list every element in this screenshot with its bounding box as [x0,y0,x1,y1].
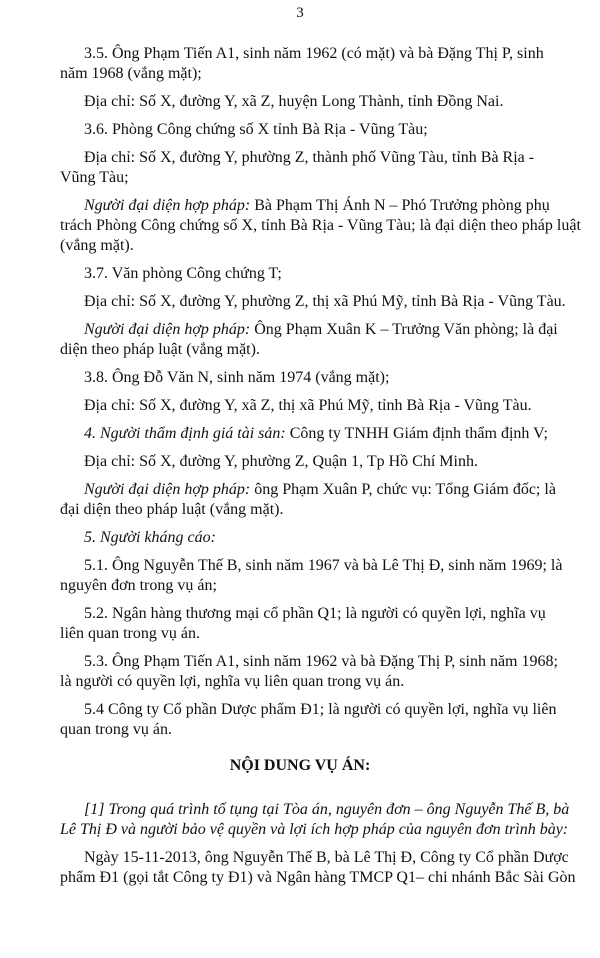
text-line: diện theo pháp luật (vắng mặt). [60,341,260,358]
text-line: Địa chỉ: Số X, đường Y, phường Z, Quận 1, Tp Hồ Chí Minh. [84,453,478,470]
text-line: Địa chỉ: Số X, đường Y, xã Z, huyện Long Thành, tỉnh Đồng Nai. [84,93,504,110]
text-line: Địa chỉ: Số X, đường Y, xã Z, thị xã Phú Mỹ, tỉnh Bà Rịa - Vũng Tàu. [84,397,532,414]
text-line: Địa chỉ: Số X, đường Y, phường Z, thành phố Vũng Tàu, tỉnh Bà Rịa - [84,149,535,166]
text-line: 5.2. Ngân hàng thương mại cổ phần Q1; là người có quyền lợi, nghĩa vụ [84,605,546,622]
text-line: Vũng Tàu; [60,169,129,186]
text-line: nguyên đơn trong vụ án; [60,577,217,594]
text-line: Lê Thị Đ và người bảo vệ quyền và lợi ích hợp pháp của nguyên đơn trình bày: [60,821,569,838]
italic-lead: Người đại diện hợp pháp: [84,321,251,338]
text-line: 5.4 Công ty Cổ phần Dược phẩm Đ1; là người có quyền lợi, nghĩa vụ liên [84,701,557,718]
text-line: Ngày 15-11-2013, ông Nguyễn Thế B, bà Lê Thị Đ, Công ty Cổ phần Dược [84,849,569,866]
text-line: Địa chỉ: Số X, đường Y, phường Z, thị xã Phú Mỹ, tỉnh Bà Rịa - Vũng Tàu. [84,293,566,310]
party-paragraph [60,528,562,548]
party-paragraph [60,396,562,416]
party-paragraph [60,44,562,84]
party-paragraph [60,92,562,112]
line-rest: Ông Phạm Xuân K – Trưởng Văn phòng; là đại [250,321,558,338]
text-line: trách Phòng Công chứng số X, tỉnh Bà Rịa - Vũng Tàu; là đại diện theo pháp luật [60,217,581,234]
text-line: quan trong vụ án. [60,721,172,738]
text-line: 3.5. Ông Phạm Tiến A1, sinh năm 1962 (có mặt) và bà Đặng Thị P, sinh [84,45,544,62]
text-line: 3.8. Ông Đỗ Văn N, sinh năm 1974 (vắng mặt); [84,369,390,386]
text-line: là người có quyền lợi, nghĩa vụ liên quan trong vụ án. [60,673,405,690]
text-line [60,480,562,500]
case-body-paragraph [60,848,576,888]
line-rest: ông Phạm Xuân P, chức vụ: Tổng Giám đốc; là [250,481,556,498]
case-content [60,800,576,896]
party-paragraph [60,120,562,140]
party-paragraph [60,452,562,472]
party-paragraph [60,148,562,188]
text-line [60,320,562,340]
party-paragraph [60,292,566,312]
text-line: năm 1968 (vắng mặt); [60,65,202,82]
text-line [60,196,562,216]
party-paragraph [60,368,562,388]
line-rest: Bà Phạm Thị Ánh N – Phó Trưởng phòng phụ [250,197,550,214]
text-line: liên quan trong vụ án. [60,625,200,642]
italic-lead: 5. Người kháng cáo: [84,529,216,546]
party-paragraph [60,700,562,740]
party-paragraph [60,320,562,360]
text-line [60,528,562,548]
page-number: 3 [296,5,304,21]
party-paragraph [60,652,562,692]
case-intro-paragraph [60,800,570,840]
line-rest: Công ty TNHH Giám định thẩm định V; [285,425,548,442]
party-paragraph [60,604,562,644]
italic-lead: Người đại diện hợp pháp: [84,481,251,498]
text-line: 3.7. Văn phòng Công chứng T; [84,265,282,282]
parties-section [60,44,581,748]
text-line: [1] Trong quá trình tố tụng tại Tòa án, nguyên đơn – ông Nguyễn Thế B, bà [84,801,570,818]
party-paragraph [60,480,562,520]
party-paragraph [60,556,562,596]
text-line: 5.3. Ông Phạm Tiến A1, sinh năm 1962 và bà Đặng Thị P, sinh năm 1968; [84,653,558,670]
party-paragraph [60,424,562,444]
text-line: phẩm Đ1 (gọi tắt Công ty Đ1) và Ngân hàng TMCP Q1– chi nhánh Bắc Sài Gòn [60,869,576,886]
italic-lead: Người đại diện hợp pháp: [84,197,251,214]
party-paragraph [60,196,581,256]
section-heading: NỘI DUNG VỤ ÁN: [229,757,371,774]
party-paragraph [60,264,562,284]
text-line: 5.1. Ông Nguyễn Thế B, sinh năm 1967 và bà Lê Thị Đ, sinh năm 1969; là [84,557,563,574]
text-line: 3.6. Phòng Công chứng số X tỉnh Bà Rịa - Vũng Tàu; [84,121,428,138]
italic-lead: 4. Người thẩm định giá tài sản: [84,425,286,442]
text-line: (vắng mặt). [60,237,134,254]
text-line [60,424,562,444]
text-line: đại diện theo pháp luật (vắng mặt). [60,501,284,518]
